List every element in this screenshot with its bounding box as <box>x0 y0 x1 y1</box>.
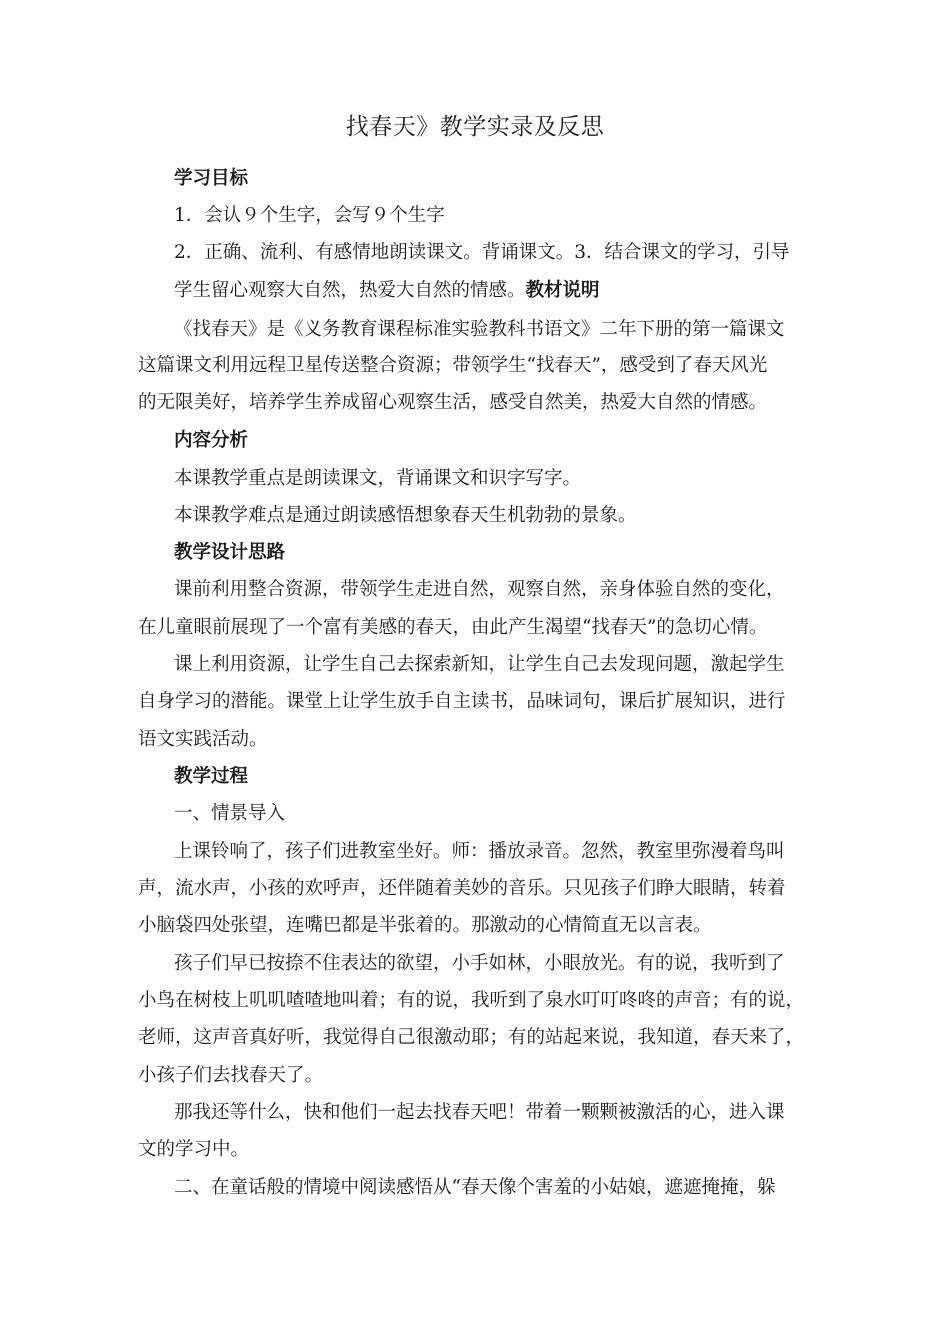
paragraph-line: 课前利用整合资源，带领学生走进自然，观察自然，亲身体验自然的变化， <box>174 579 785 600</box>
section-heading-content-analysis: 内容分析 <box>174 430 249 451</box>
paragraph-line: 《找春天》是《义务教育课程标准实验教科书语文》二年下册的第一篇课文 <box>174 319 785 340</box>
paragraph-line: 文的学习中。 <box>138 1139 250 1160</box>
paragraph-line: 小孩子们去找春天了。 <box>138 1065 324 1086</box>
paragraph-line: 这篇课文利用远程卫星传送整合资源；带领学生“找春天”，感受到了春天风光 <box>138 355 768 376</box>
paragraph-line: 小鸟在树枝上叽叽喳喳地叫着；有的说，我听到了泉水叮叮咚咚的声音；有的说， <box>138 990 805 1011</box>
goal-item-3-continued <box>174 279 854 303</box>
document-title: 找春天》教学实录及反思 <box>345 114 605 140</box>
paragraph-line: 自身学习的潜能。课堂上让学生放手自主读书，品味词句，课后扩展知识，进行 <box>138 691 786 712</box>
paragraph-line: 老师，这声音真好听，我觉得自己很激动耶；有的站起来说，我知道，春天来了， <box>138 1027 805 1048</box>
paragraph-line: 那我还等什么，快和他们一起去找春天吧！带着一颗颗被激活的心，进入课 <box>174 1102 785 1123</box>
paragraph-line: 二、在童话般的情境中阅读感悟从“春天像个害羞的小姑娘，遮遮掩掩，躲 <box>174 1177 776 1198</box>
paragraph-line: 在儿童眼前展现了一个富有美感的春天，由此产生渴望“找春天”的急切心情。 <box>138 617 768 638</box>
section-heading-textbook-notes: 教材说明 <box>525 280 600 301</box>
subsection-heading: 一、情景导入 <box>174 803 286 824</box>
paragraph-line: 小脑袋四处张望，连嘴巴都是半张着的。那激动的心情简直无以言表。 <box>138 915 712 936</box>
paragraph-line: 孩子们早已按捺不住表达的欲望，小手如林，小眼放光。有的说，我听到了 <box>174 953 785 974</box>
paragraph-line: 本课教学难点是通过朗读感悟想象春天生机勃勃的景象。 <box>174 505 637 526</box>
paragraph-line: 声，流水声，小孩的欢呼声，还伴随着美妙的音乐。只见孩子们睁大眼睛，转着 <box>138 878 786 899</box>
paragraph-line: 本课教学重点是朗读课文，背诵课文和识字写字。 <box>174 468 582 489</box>
section-heading-design-ideas: 教学设计思路 <box>174 542 286 563</box>
paragraph-line: 语文实践活动。 <box>138 729 268 750</box>
section-heading-teaching-process: 教学过程 <box>174 766 249 787</box>
goal-item-1: 1．会认９个生字，会写９个生字 <box>174 205 445 226</box>
paragraph-line: 上课铃响了，孩子们进教室坐好。师：播放录音。忽然，教室里弥漫着鸟叫 <box>174 841 785 862</box>
paragraph-line: 课上利用资源，让学生自己去探索新知，让学生自己去发现问题，激起学生 <box>174 654 785 675</box>
section-heading-learning-goals: 学习目标 <box>174 168 249 189</box>
goal-item-3-text: 学生留心观察大自然，热爱大自然的情感。 <box>174 280 526 301</box>
goal-item-2: 2．正确、流利、有感情地朗读课文。背诵课文。3．结合课文的学习，引导 <box>174 242 790 263</box>
paragraph-line: 的无限美好，培养学生养成留心观察生活，感受自然美，热爱大自然的情感。 <box>138 392 768 413</box>
